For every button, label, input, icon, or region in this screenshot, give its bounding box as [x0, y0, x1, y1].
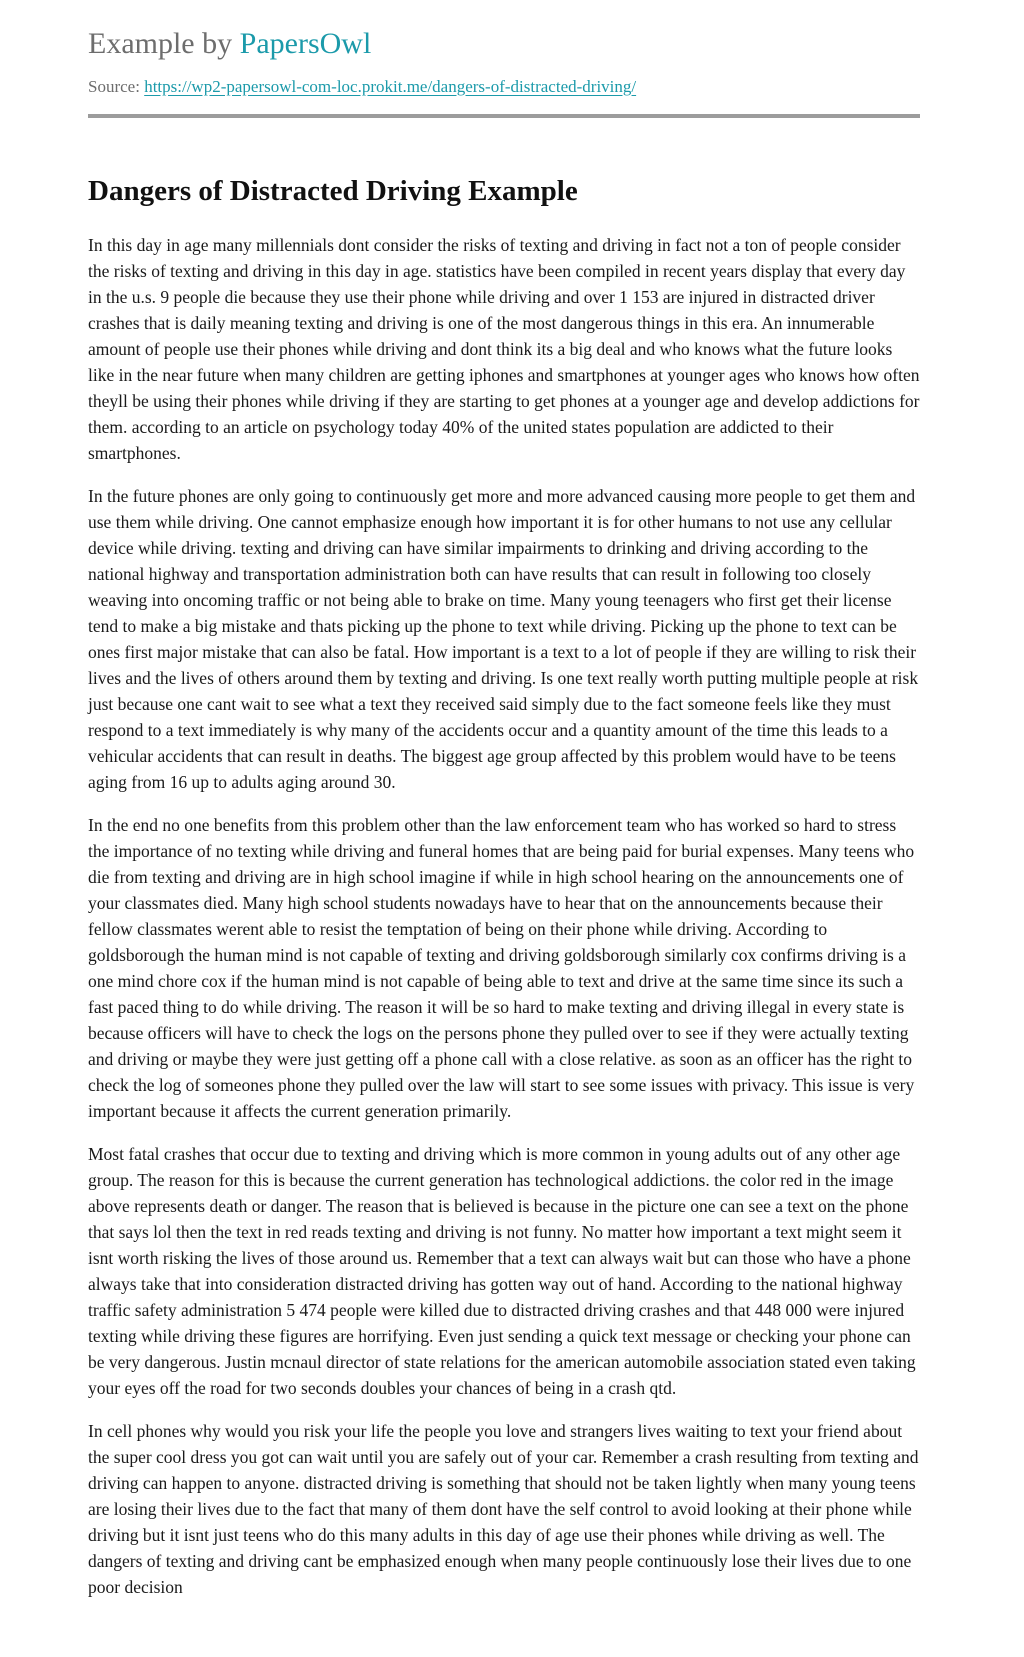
source-line — [88, 77, 920, 97]
source-label: Source: — [88, 76, 145, 96]
brand-name: PapersOwl — [239, 27, 372, 60]
article-paragraph-5: In cell phones why would you risk your life the people you love and strangers lives waiting to text your friend about the super cool dress you got can wait until you are safely out of your car. Remember a crash resulting from texting and driving can happen to anyone. distracted driving is something that should not be taken lightly when many young teens are losing their lives due to the fact that many of them dont have the self control to avoid looking at their phone while driving but it isnt just teens who do this many adults in this day of age use their phones while driving as well. The dangers of texting and driving cant be emphasized enough when many people continuously lose their lives due to one poor decision — [88, 1421, 919, 1598]
header-divider — [88, 114, 920, 118]
article-title: Dangers of Distracted Driving Example — [88, 174, 578, 207]
article-paragraph-3: In the end no one benefits from this problem other than the law enforcement team who has worked so hard to stress the importance of no texting while driving and funeral homes that are being paid for burial expenses. Many teens who die from texting and driving are in high school imagine if while in high school hearing on the announcements one of your classmates died. Many high school students nowadays have to hear that on the announcements because their fellow classmates werent able to resist the temptation of being on their phone while driving. According to goldsborough the human mind is not capable of texting and driving goldsborough similarly cox confirms driving is a one mind chore cox if the human mind is not capable of being able to text and drive at the same time since its such a fast paced thing to do while driving. The reason it will be so hard to make texting and driving illegal in every state is because officers will have to check the logs on the persons phone they pulled over to see if they were actually texting and driving or maybe they were just getting off a phone call with a close relative. as soon as an officer has the right to check the log of someones phone they pulled over the law will start to see some issues with privacy. This issue is very important because it affects the current generation primarily. — [88, 815, 915, 1122]
source-link[interactable]: https://wp2-papersowl-com-loc.prokit.me/dangers-of-distracted-driving/ — [144, 76, 637, 96]
article-paragraph-1: In this day in age many millennials dont consider the risks of texting and driving in fact not a ton of people consider the risks of texting and driving in this day in age. statistics have been compiled in recent years display that every day in the u.s. 9 people die because they use their phone while driving and over 1 153 are injured in distracted driver crashes that is daily meaning texting and driving is one of the most dangerous things in this era. An innumerable amount of people use their phones while driving and dont think its a big deal and who knows what the future looks like in the near future when many children are getting iphones and smartphones at younger ages who knows how often theyll be using their phones while driving if they are starting to get phones at a younger age and develop addictions for them. according to an article on psychology today 40% of the united states population are addicted to their smartphones. — [88, 235, 920, 464]
site-header — [88, 27, 920, 118]
article-body — [88, 232, 920, 1600]
site-header-title — [88, 27, 920, 62]
article-paragraph-4: Most fatal crashes that occur due to texting and driving which is more common in young adults out of any other age group. The reason for this is because the current generation has technological addictions. the color red in the image above represents death or danger. The reason that is believed is because in the picture one can see a text on the phone that says lol then the text in red reads texting and driving is not funny. No matter how important a text might seem it isnt worth risking the lives of those around us. Remember that a text can always wait but can those who have a phone always take that into consideration distracted driving has gotten way out of hand. According to the national highway traffic safety administration 5 474 people were killed due to distracted driving crashes and that 448 000 were injured texting while driving these figures are horrifying. Even just sending a quick text message or checking your phone can be very dangerous. Justin mcnaul director of state relations for the american automobile association stated even taking your eyes off the road for two seconds doubles your chances of being in a crash qtd. — [88, 1144, 916, 1399]
article-paragraph-2: In the future phones are only going to continuously get more and more advanced causing more people to get them and use them while driving. One cannot emphasize enough how important it is for other humans to not use any cellular device while driving. texting and driving can have similar impairments to drinking and driving according to the national highway and transportation administration both can have results that can result in following too closely weaving into oncoming traffic or not being able to brake on time. Many young teenagers who first get their license tend to make a big mistake and thats picking up the phone to text while driving. Picking up the phone to text can be ones first major mistake that can also be fatal. How important is a text to a lot of people if they are willing to risk their lives and the lives of others around them by texting and driving. Is one text really worth putting multiple people at risk just because one cant wait to see what a text they received said simply due to the fact someone feels like they must respond to a text immediately is why many of the accidents occur and a quantity amount of the time this leads to a vehicular accidents that can result in deaths. The biggest age group affected by this problem would have to be teens aging from 16 up to adults aging around 30. — [88, 486, 919, 793]
example-by-label: Example by — [88, 27, 240, 60]
